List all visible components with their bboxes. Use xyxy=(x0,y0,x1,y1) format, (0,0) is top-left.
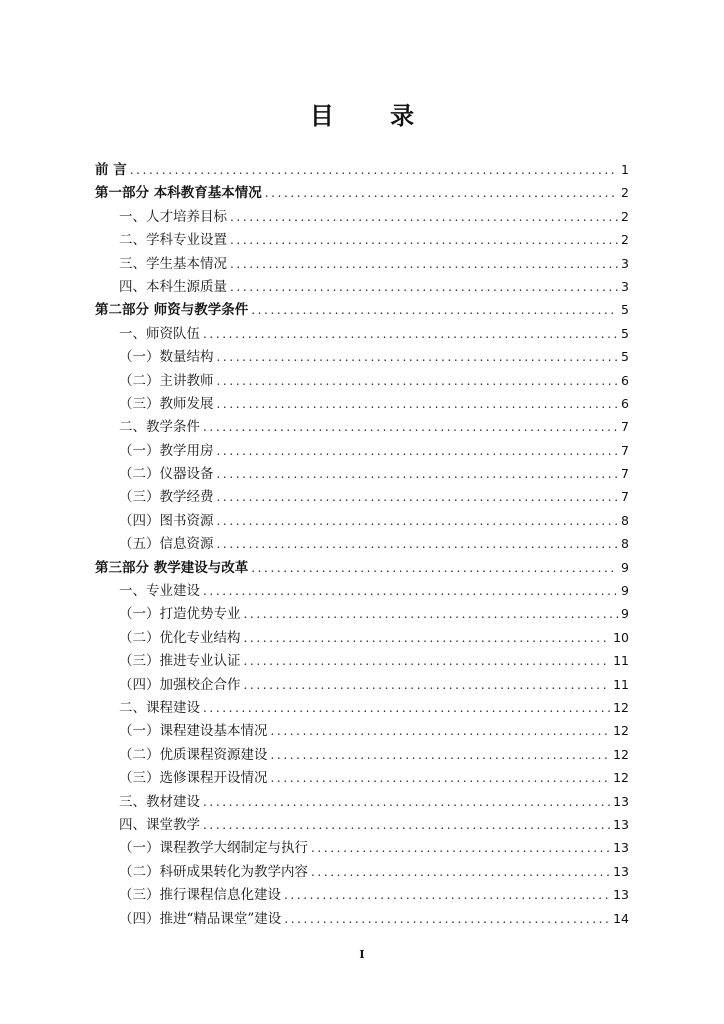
dot-leader xyxy=(251,557,618,580)
dot-leader xyxy=(311,861,610,884)
toc-entry[interactable] xyxy=(95,298,629,321)
toc-entry[interactable] xyxy=(95,158,629,181)
toc-entry-label: （五）信息资源 xyxy=(119,536,214,553)
toc-entry-page: 7 xyxy=(621,489,629,505)
toc-entry-page: 2 xyxy=(621,208,629,224)
toc-entry-page: 8 xyxy=(621,536,629,552)
toc-entry[interactable] xyxy=(95,275,629,298)
toc-entry-page: 12 xyxy=(613,699,629,715)
toc-entry-page: 7 xyxy=(621,419,629,435)
dot-leader xyxy=(217,346,619,369)
toc-title: 目 录 xyxy=(309,102,439,130)
toc-entry[interactable] xyxy=(95,883,629,906)
toc-entry-label: 第二部分 师资与教学条件 xyxy=(95,302,249,319)
toc-entry-page: 12 xyxy=(613,770,629,786)
dot-leader xyxy=(284,884,610,907)
toc-entry[interactable] xyxy=(95,860,629,883)
toc-entry-page: 13 xyxy=(613,816,629,832)
toc-entry-page: 12 xyxy=(613,723,629,739)
toc-entry[interactable] xyxy=(95,673,629,696)
toc-entry-page: 3 xyxy=(621,255,629,271)
toc-entry-page: 13 xyxy=(613,793,629,809)
toc-entry-label: （二）主讲教师 xyxy=(119,372,214,389)
toc-entry-page: 13 xyxy=(613,887,629,903)
toc-entry-label: （四）图书资源 xyxy=(119,512,214,529)
toc-entry-page: 11 xyxy=(613,676,629,692)
toc-entry-page: 5 xyxy=(621,325,629,341)
toc-entry-page: 6 xyxy=(621,395,629,411)
toc-entry-label: （一）打造优势专业 xyxy=(119,606,241,623)
toc-entry-label: （三）教学经费 xyxy=(119,489,214,506)
toc-entry-page: 3 xyxy=(621,278,629,294)
toc-entry[interactable] xyxy=(95,766,629,789)
toc-entry-label: （一）课程教学大纲制定与执行 xyxy=(119,840,308,857)
toc-entry-page: 14 xyxy=(613,910,629,926)
dot-leader xyxy=(217,533,619,556)
toc-entry-page: 11 xyxy=(613,653,629,669)
toc-entry-label: （二）科研成果转化为教学内容 xyxy=(119,863,308,880)
dot-leader xyxy=(203,323,618,346)
dot-leader xyxy=(271,720,611,743)
toc-entry-page: 9 xyxy=(621,606,629,622)
toc-entry-label: 一、专业建设 xyxy=(119,583,200,600)
dot-leader xyxy=(244,650,611,673)
toc-entry[interactable] xyxy=(95,602,629,625)
dot-leader xyxy=(217,370,619,393)
toc-entry-label: 二、教学条件 xyxy=(119,419,200,436)
dot-leader xyxy=(230,253,618,276)
toc-entry[interactable] xyxy=(95,485,629,508)
dot-leader xyxy=(271,767,611,790)
toc-entry-label: （三）教师发展 xyxy=(119,395,214,412)
dot-leader xyxy=(251,299,618,322)
dot-leader xyxy=(217,393,619,416)
toc-entry-page: 1 xyxy=(621,162,629,177)
toc-entry-label: （四）加强校企合作 xyxy=(119,676,241,693)
dot-leader xyxy=(217,486,619,509)
toc-entry[interactable] xyxy=(95,836,629,859)
dot-leader xyxy=(244,674,611,697)
toc-entry-page: 2 xyxy=(621,185,629,201)
toc-entry-label: 一、人才培养目标 xyxy=(119,208,227,225)
toc-entry[interactable] xyxy=(95,392,629,415)
toc-entry[interactable] xyxy=(95,532,629,555)
dot-leader xyxy=(203,580,618,603)
toc-entry[interactable] xyxy=(95,228,629,251)
dot-leader xyxy=(217,510,619,533)
toc-entry-label: 第三部分 教学建设与改革 xyxy=(95,559,249,576)
toc-entry[interactable] xyxy=(95,649,629,672)
page-number: I xyxy=(359,948,365,961)
toc-entry-label: 二、学科专业设置 xyxy=(119,232,227,249)
toc-entry[interactable] xyxy=(95,790,629,813)
toc-entry-label: （一）数量结构 xyxy=(119,349,214,366)
toc-entry[interactable] xyxy=(95,907,629,930)
dot-leader xyxy=(203,814,610,837)
toc-entry-label: （三）选修课程开设情况 xyxy=(119,770,268,787)
toc-entry[interactable] xyxy=(95,415,629,438)
toc-entry-page: 12 xyxy=(613,746,629,762)
toc-entry[interactable] xyxy=(95,439,629,462)
dot-leader xyxy=(311,837,610,860)
dot-leader xyxy=(244,603,619,626)
toc-entry-label: 前 言 xyxy=(95,162,127,178)
dot-leader xyxy=(130,159,618,182)
toc-entry[interactable] xyxy=(95,509,629,532)
dot-leader xyxy=(244,627,611,650)
toc-entry-label: （三）推进专业认证 xyxy=(119,653,241,670)
toc-entry[interactable] xyxy=(95,181,629,204)
toc-entry[interactable] xyxy=(95,322,629,345)
dot-leader xyxy=(203,416,618,439)
toc-entry[interactable] xyxy=(95,556,629,579)
toc-entry-label: （二）优化专业结构 xyxy=(119,629,241,646)
toc-entry-page: 5 xyxy=(621,302,629,318)
dot-leader xyxy=(230,229,618,252)
dot-leader xyxy=(284,908,610,931)
toc-entry[interactable] xyxy=(95,462,629,485)
toc-entry-label: 一、师资队伍 xyxy=(119,325,200,342)
toc-entry-page: 13 xyxy=(613,840,629,856)
toc-entry-label: （一）教学用房 xyxy=(119,442,214,459)
toc-entry-label: 二、课程建设 xyxy=(119,699,200,716)
toc-entry[interactable] xyxy=(95,813,629,836)
dot-leader xyxy=(230,206,618,229)
toc-entry-label: 三、学生基本情况 xyxy=(119,255,227,272)
toc-entry-label: 三、教材建设 xyxy=(119,793,200,810)
table-of-contents xyxy=(95,158,629,930)
toc-entry-label: （四）推进“精品课堂”建设 xyxy=(119,910,282,927)
toc-entry[interactable] xyxy=(95,369,629,392)
toc-entry-label: 第一部分 本科教育基本情况 xyxy=(95,185,262,202)
toc-entry-page: 7 xyxy=(621,466,629,482)
toc-entry[interactable] xyxy=(95,205,629,228)
toc-entry[interactable] xyxy=(95,345,629,368)
toc-entry-page: 2 xyxy=(621,232,629,248)
toc-entry-label: （一）课程建设基本情况 xyxy=(119,723,268,740)
toc-entry-page: 7 xyxy=(621,442,629,458)
toc-entry-page: 9 xyxy=(621,559,629,575)
dot-leader xyxy=(217,440,619,463)
toc-entry[interactable] xyxy=(95,252,629,275)
toc-entry-label: （三）推行课程信息化建设 xyxy=(119,887,281,904)
toc-entry-page: 8 xyxy=(621,512,629,528)
toc-entry-page: 10 xyxy=(613,629,629,645)
toc-entry-label: 四、课堂教学 xyxy=(119,816,200,833)
dot-leader xyxy=(271,744,611,767)
toc-entry[interactable] xyxy=(95,743,629,766)
toc-entry-label: 四、本科生源质量 xyxy=(119,278,227,295)
toc-entry-page: 9 xyxy=(621,583,629,599)
dot-leader xyxy=(203,791,610,814)
toc-entry-label: （二）仪器设备 xyxy=(119,466,214,483)
toc-entry[interactable] xyxy=(95,579,629,602)
toc-entry-page: 6 xyxy=(621,372,629,388)
toc-entry-page: 13 xyxy=(613,863,629,879)
toc-entry[interactable] xyxy=(95,696,629,719)
toc-entry-page: 5 xyxy=(621,349,629,365)
dot-leader xyxy=(265,182,618,205)
dot-leader xyxy=(217,463,619,486)
toc-entry[interactable] xyxy=(95,626,629,649)
dot-leader xyxy=(203,697,610,720)
dot-leader xyxy=(230,276,618,299)
toc-entry-label: （二）优质课程资源建设 xyxy=(119,746,268,763)
toc-entry[interactable] xyxy=(95,719,629,742)
